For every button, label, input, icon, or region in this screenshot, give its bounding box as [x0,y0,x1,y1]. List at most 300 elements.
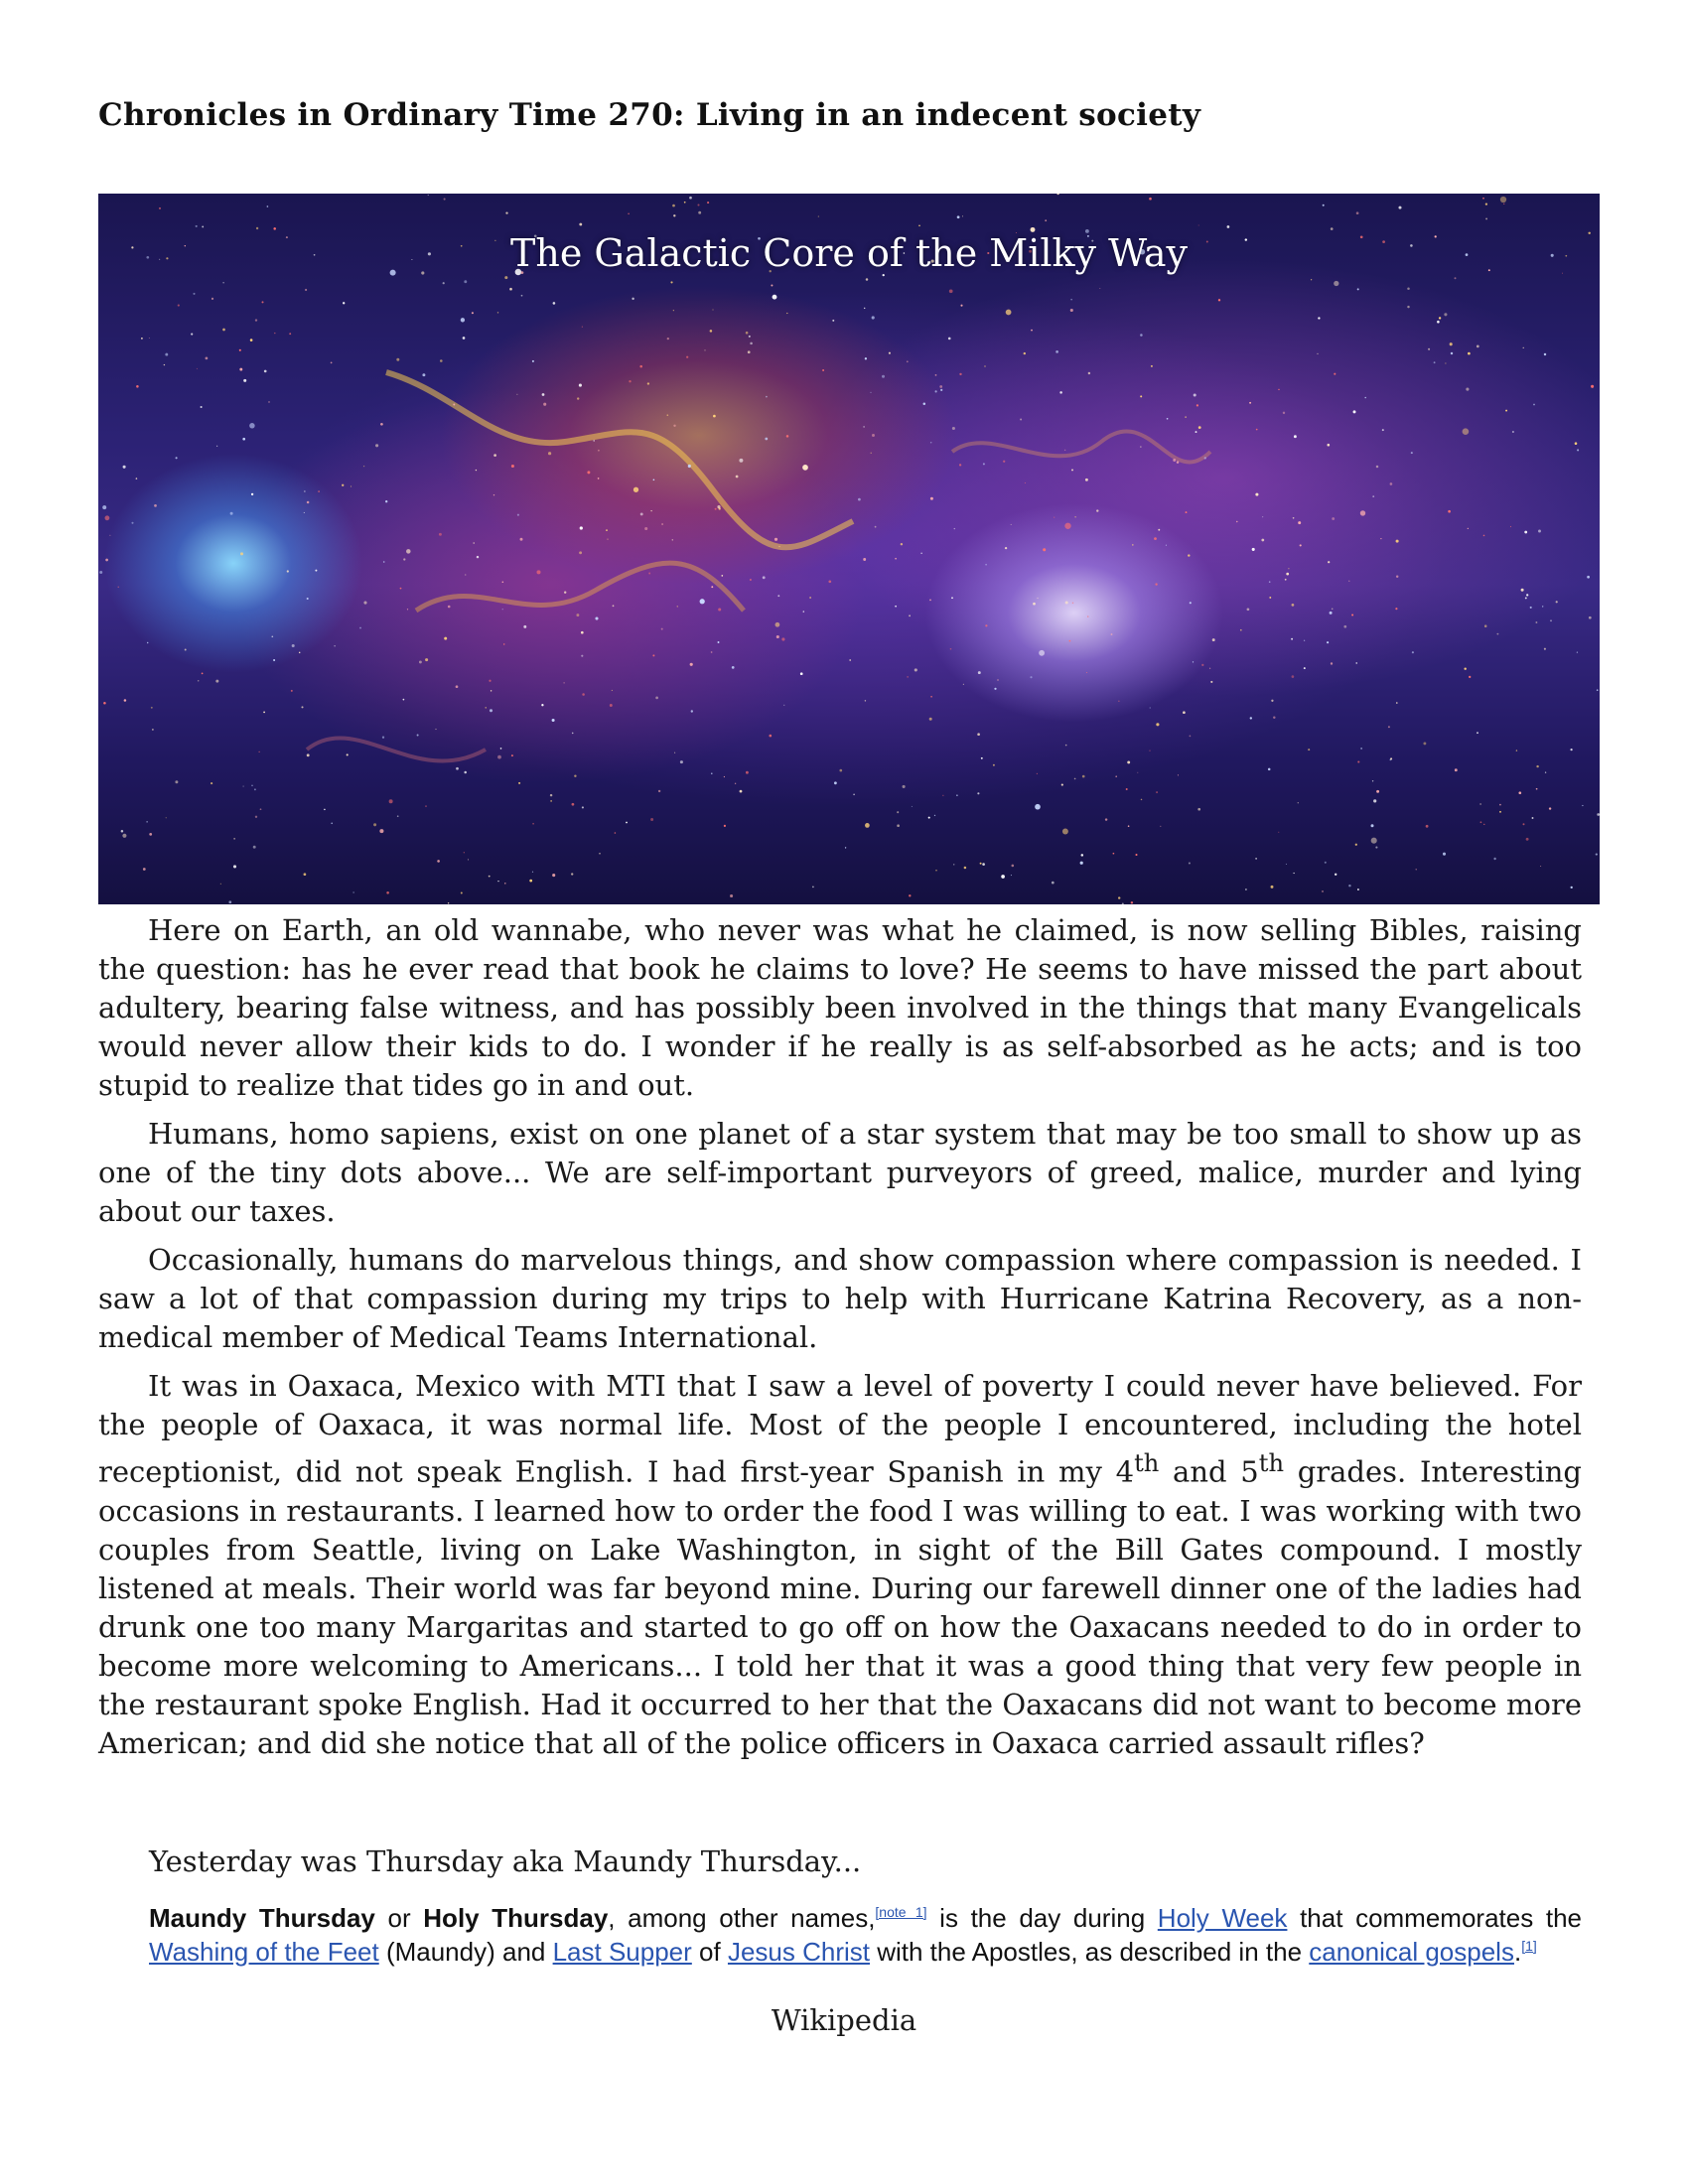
star-dot [1335,874,1336,876]
star-dot [406,549,411,554]
star-dot [1149,750,1150,751]
star-dot [1596,854,1598,856]
star-dot [909,894,911,896]
star-dot [942,795,943,796]
star-dot [222,329,225,332]
star-dot [1544,648,1546,650]
star-dot [274,333,275,334]
star-dot [680,760,683,763]
star-dot [715,508,717,510]
star-dot [572,803,575,806]
star-dot [287,570,289,572]
star-dot [954,528,955,529]
washing-of-the-feet-link[interactable]: Washing of the Feet [149,1937,379,1967]
superscript: th [1134,1449,1160,1477]
star-dot [532,823,534,825]
quote-text: (Maundy) and [378,1937,553,1967]
star-dot [255,816,257,818]
star-dot [1331,662,1333,664]
star-dot [1278,389,1279,390]
star-dot [1360,510,1365,515]
star-dot [658,790,660,792]
star-dot [1045,219,1047,221]
star-dot [1496,633,1498,635]
quote-text: . [1513,1937,1522,1967]
star-dot [233,865,236,868]
star-dot [118,587,119,588]
star-dot [1443,853,1446,856]
star-dot [465,575,466,576]
star-dot [1597,813,1600,816]
citation-reference-link[interactable]: [1] [1521,1938,1537,1954]
star-dot [1286,573,1289,576]
star-dot [1031,330,1033,332]
star-dot [1128,825,1130,827]
star-dot [1575,442,1578,445]
star-dot [912,806,913,807]
star-dot [476,470,477,471]
star-dot [196,225,198,227]
star-dot [1396,540,1399,543]
star-dot [143,868,146,871]
star-dot [516,394,517,395]
star-dot [461,318,465,322]
star-dot [552,874,555,877]
star-dot [1451,352,1453,354]
star-dot [1398,206,1401,209]
star-dot [704,349,705,350]
star-dot [1437,321,1440,324]
star-dot [750,342,753,345]
star-dot [863,558,866,561]
star-dot [740,790,743,793]
star-dot [1360,748,1361,749]
star-dot [1332,517,1335,520]
star-dot [307,753,310,756]
star-dot [1530,607,1532,609]
star-dot [379,829,383,833]
star-dot [1065,601,1068,604]
star-dot [599,853,601,855]
star-dot [598,478,600,479]
star-dot [497,755,501,759]
star-dot [164,364,165,365]
star-dot [109,535,110,536]
star-dot [698,211,701,214]
star-dot [343,302,345,304]
star-dot [1364,397,1366,399]
star-dot [959,373,961,375]
star-dot [579,551,582,554]
star-dot [228,900,231,903]
star-dot [511,754,513,756]
star-dot [1178,774,1179,775]
star-dot [331,362,333,364]
star-dot [940,389,942,391]
star-dot [1448,510,1451,513]
star-dot [273,227,276,230]
star-dot [271,635,273,637]
nebula-filament [307,738,486,760]
star-dot [1071,469,1073,471]
star-dot [579,384,582,387]
star-dot [419,660,422,663]
last-supper-link[interactable]: Last Supper [552,1937,692,1967]
star-dot [650,510,651,511]
star-dot [1317,353,1318,354]
star-dot [749,336,751,338]
wikipedia-quote [149,1901,1582,1969]
star-dot [1271,700,1273,702]
star-dot [1479,803,1481,805]
star-dot [541,704,543,706]
star-dot [523,625,526,628]
star-dot [865,357,867,359]
star-dot [334,645,335,646]
star-dot [202,225,204,227]
star-dot [1252,548,1255,551]
star-dot [718,608,721,611]
nebula-filament [386,372,853,547]
star-dot [918,225,920,227]
star-dot [1325,862,1327,864]
star-dot [1416,869,1417,870]
star-dot [425,805,427,807]
star-dot [198,680,200,682]
quote-text: that commemorates the [1287,1903,1582,1933]
star-dot [607,538,608,539]
star-dot [724,776,725,777]
star-dot [261,301,263,303]
star-dot [1468,528,1469,529]
star-dot [1482,198,1484,200]
star-dot [1330,612,1333,614]
star-dot [1131,901,1133,903]
star-dot [407,609,408,610]
star-dot [647,382,649,384]
star-dot [1477,732,1478,734]
star-dot [1444,313,1447,316]
star-dot [1149,198,1152,201]
star-dot [1193,661,1194,662]
star-dot [1061,784,1063,786]
star-dot [453,404,455,406]
star-dot [1300,544,1302,546]
star-dot [315,570,317,572]
star-dot [712,309,713,310]
star-dot [803,611,804,612]
star-dot [1020,418,1022,420]
star-dot [1499,811,1501,813]
star-dot [1069,640,1071,642]
star-dot [1185,416,1187,418]
star-dot [1166,545,1167,546]
star-dot [201,406,203,408]
star-dot [1524,531,1527,534]
star-dot [1373,799,1376,802]
star-dot [1186,511,1188,513]
star-dot [582,327,583,328]
star-dot [251,785,252,786]
quote-intro: Yesterday was Thursday aka Maundy Thursday... [149,1844,862,1878]
star-dot [765,438,768,441]
star-dot [870,392,871,393]
star-dot [1286,864,1287,865]
star-dot [1298,802,1299,803]
term-bold: Maundy Thursday [149,1903,375,1933]
star-dot [1283,412,1285,414]
star-dot [230,512,233,515]
star-dot [673,425,675,427]
star-dot [930,696,932,698]
star-dot [1582,805,1583,806]
star-dot [1269,581,1271,583]
star-dot [718,641,720,643]
star-dot [1577,449,1579,451]
star-dot [1001,875,1005,879]
star-dot [131,522,133,524]
star-dot [871,453,872,454]
star-dot [1375,847,1377,849]
star-dot [1037,598,1038,599]
star-dot [644,527,647,530]
star-dot [730,894,733,897]
star-dot [581,655,583,657]
star-dot [582,806,584,808]
star-dot [239,368,242,371]
star-dot [652,654,654,656]
star-dot [1376,790,1379,793]
star-dot [444,199,446,201]
star-dot [775,622,780,627]
star-dot [222,282,223,283]
star-dot [521,295,523,297]
star-dot [1190,736,1192,738]
star-dot [176,457,178,459]
star-dot [1407,288,1410,291]
star-dot [1201,664,1203,666]
star-dot [629,380,631,382]
star-dot [769,735,772,738]
star-dot [1291,638,1293,640]
star-dot [417,735,419,737]
star-dot [216,446,217,447]
star-dot [124,699,127,702]
star-dot [299,652,300,653]
star-dot [564,592,566,594]
star-dot [776,635,779,638]
paragraph [98,1367,1582,1763]
star-dot [259,751,260,752]
star-dot [648,573,650,575]
star-dot [935,374,937,376]
star-dot [1434,361,1436,363]
star-dot [511,465,514,468]
canonical-gospels-link[interactable]: canonical gospels [1309,1937,1514,1967]
star-dot [978,671,981,674]
star-dot [151,707,153,709]
star-dot [1196,431,1197,433]
star-dot [211,782,212,784]
star-dot [1570,749,1572,751]
star-dot [301,706,303,708]
star-dot [997,679,998,680]
star-dot [185,649,187,651]
star-dot [711,651,713,653]
star-dot [1428,348,1430,350]
jesus-christ-link[interactable]: Jesus Christ [727,1937,870,1967]
star-dot [240,552,243,555]
star-dot [1011,524,1012,525]
star-dot [1064,450,1065,451]
star-dot [504,276,507,279]
star-dot [1292,604,1295,607]
star-dot [809,597,811,599]
star-dot [435,729,436,730]
star-dot [633,487,638,492]
star-dot [1122,903,1124,904]
star-dot [688,465,691,468]
star-dot [1357,888,1359,890]
star-dot [739,459,743,463]
star-dot [711,772,712,773]
star-dot [206,357,209,360]
star-dot [152,729,154,731]
star-dot [673,310,674,311]
star-dot [865,700,866,701]
star-dot [489,680,491,682]
star-dot [1190,602,1192,604]
star-dot [1099,288,1100,289]
star-dot [256,227,258,229]
star-dot [828,580,831,583]
star-dot [1236,521,1237,522]
star-dot [422,373,425,376]
star-dot [684,202,686,204]
star-dot [289,333,291,335]
quote-text: with the Apostles, as described in the [870,1937,1310,1967]
star-dot [517,514,519,516]
star-dot [993,764,995,766]
star-dot [373,823,376,826]
star-dot [363,466,364,467]
star-dot [882,375,885,378]
star-dot [1025,482,1026,483]
star-dot [1540,866,1541,867]
star-dot [736,476,739,478]
star-dot [1544,353,1546,355]
star-dot [1249,402,1251,404]
star-dot [304,490,305,491]
star-dot [1468,352,1471,355]
star-dot [1450,342,1453,345]
star-dot [149,338,150,339]
star-dot [1332,608,1334,610]
star-dot [778,546,779,547]
star-dot [959,464,961,466]
star-dot [1255,493,1258,496]
star-dot [1160,826,1161,827]
star-dot [1012,865,1015,868]
star-dot [581,631,584,634]
star-dot [710,330,713,333]
star-dot [1484,624,1487,627]
star-dot [403,558,405,560]
star-dot [632,298,633,300]
star-dot [291,690,293,692]
star-dot [1542,606,1543,607]
star-dot [193,293,195,295]
star-dot [1082,775,1085,778]
star-dot [428,195,429,196]
star-dot [773,295,777,300]
star-dot [977,792,979,794]
star-dot [895,558,897,560]
star-dot [532,360,534,362]
star-dot [403,699,405,701]
star-dot [1538,530,1541,533]
note-reference-link[interactable]: [note 1] [875,1904,927,1920]
star-dot [104,515,109,520]
star-dot [587,471,590,474]
star-dot [389,799,393,803]
star-dot [914,668,917,671]
star-dot [464,280,467,283]
star-dot [503,643,504,644]
star-dot [1445,362,1446,363]
star-dot [939,385,942,388]
star-dot [1039,650,1045,656]
paragraph-text: It was in Oaxaca, Mexico with MTI that I saw a level of poverty I could never have believed. For the people of Oaxaca, it was normal life. Most of the people I encountered, including the hotel receptionist, did not speak English. I had first-year Spanish in my 4 [98,1369,1582,1489]
star-dot [1390,482,1393,485]
star-dot [444,637,447,640]
star-dot [1516,750,1517,751]
star-dot [1154,537,1157,540]
star-dot [962,215,963,216]
star-dot [489,876,491,878]
star-dot [661,523,663,525]
star-dot [950,648,952,650]
star-dot [577,397,579,399]
star-dot [1380,538,1381,539]
star-dot [613,605,615,607]
star-dot [1304,640,1305,641]
star-dot [536,570,540,574]
star-dot [191,334,193,336]
star-dot [1525,597,1527,599]
star-dot [1589,616,1592,619]
star-dot [1105,818,1107,820]
star-dot [1376,466,1379,469]
holy-week-link[interactable]: Holy Week [1157,1903,1288,1933]
star-dot [220,884,221,885]
star-dot [735,783,736,784]
star-dot [1371,838,1377,844]
star-dot [1256,429,1258,431]
star-dot [1262,516,1263,517]
star-dot [493,454,496,457]
star-dot [550,800,552,802]
term-bold: Holy Thursday [423,1903,609,1933]
star-dot [1348,581,1349,582]
star-dot [1074,778,1076,780]
star-dot [1407,306,1409,308]
star-dot [1388,726,1390,728]
star-dot [141,338,143,340]
star-dot [985,624,987,626]
star-dot [1137,772,1138,773]
star-dot [1151,365,1153,367]
